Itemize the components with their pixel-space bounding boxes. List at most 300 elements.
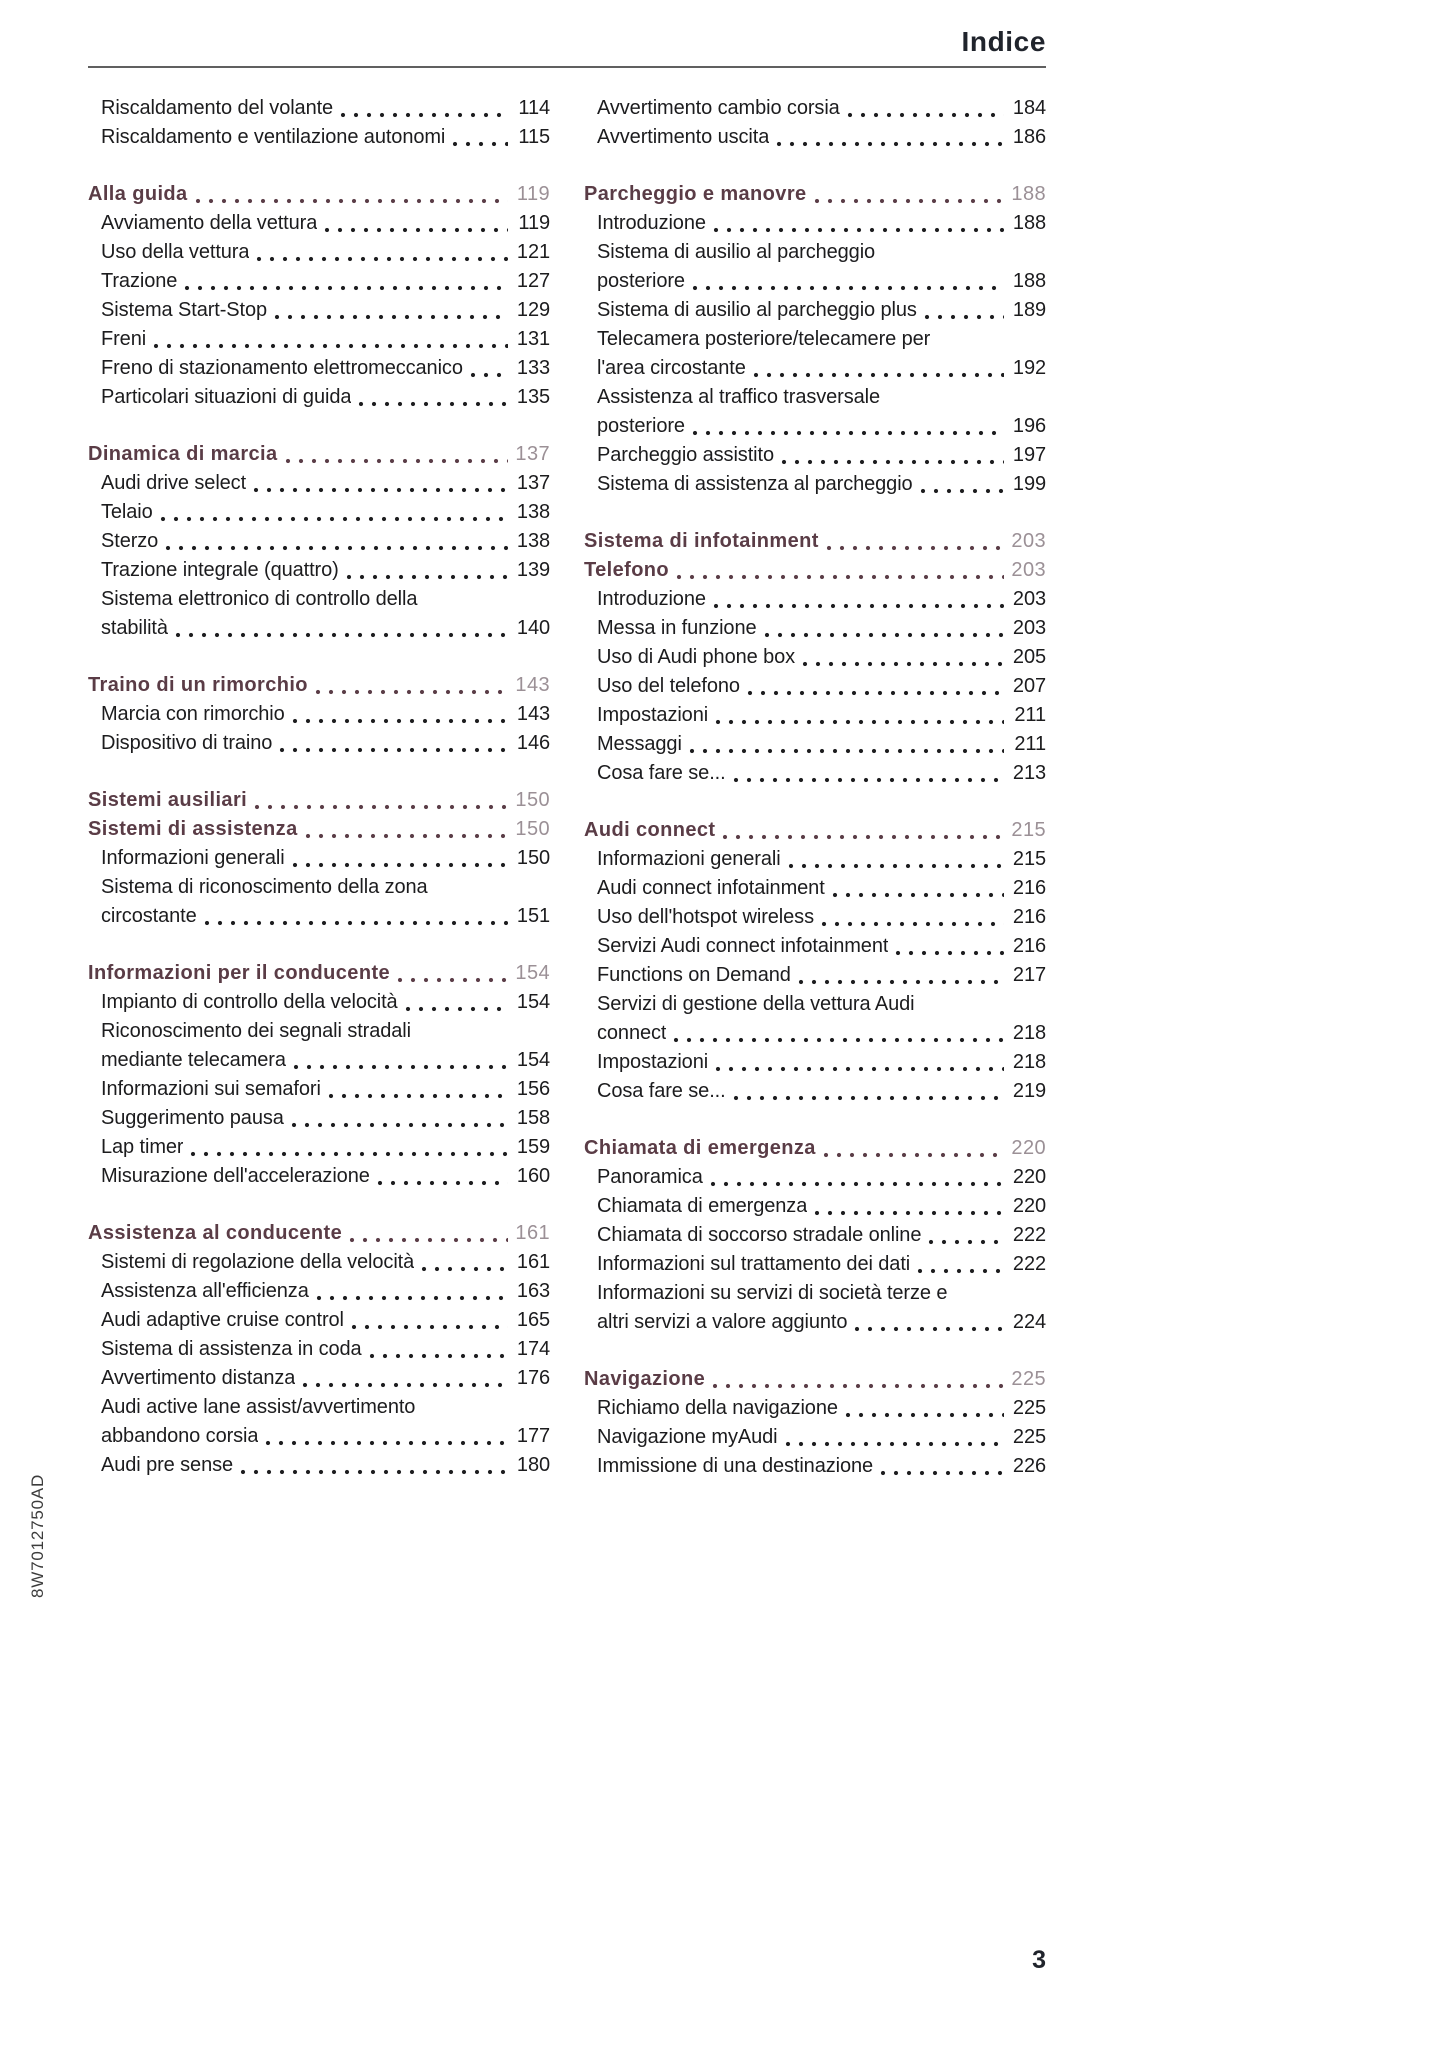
toc-line: [597, 932, 1046, 961]
toc-page-number: 216: [1012, 877, 1046, 899]
toc-entry: [584, 643, 1046, 672]
toc-line: [101, 1422, 550, 1451]
toc-entry: [584, 238, 1046, 296]
toc-entry: [584, 1394, 1046, 1423]
toc-page-number: 143: [515, 674, 550, 696]
toc-entry: [88, 1017, 550, 1075]
toc-line: [597, 701, 1046, 730]
dot-leader: [713, 585, 1004, 614]
toc-entry-text: Sistema di infotainment: [584, 530, 819, 552]
toc-heading: [584, 556, 1046, 585]
dot-leader: [928, 1221, 1004, 1250]
section-gap: [88, 758, 550, 786]
toc-page-number: 140: [516, 617, 550, 639]
dot-leader: [712, 1365, 1004, 1394]
toc-entry-text: Telefono: [584, 559, 670, 581]
dot-leader: [823, 1134, 1004, 1163]
toc-entry-text: Servizi Audi connect infotainment: [597, 935, 889, 957]
toc-entry-text: Assistenza all'efficienza: [101, 1280, 309, 1302]
section-gap: [584, 1106, 1046, 1134]
toc-page-number: 203: [1011, 559, 1046, 581]
toc-line: [597, 354, 1046, 383]
toc-entry: [584, 296, 1046, 325]
section-gap: [88, 643, 550, 671]
toc-entry-text: Sistemi ausiliari: [88, 789, 248, 811]
toc-page-number: 119: [516, 183, 550, 205]
toc-entry-text: Avvertimento distanza: [101, 1367, 296, 1389]
toc-entry: [584, 1048, 1046, 1077]
toc-line: [101, 1277, 550, 1306]
toc-line: [597, 1019, 1046, 1048]
toc-page-number: 218: [1012, 1022, 1046, 1044]
toc-line: [597, 845, 1046, 874]
toc-page-number: 220: [1012, 1195, 1046, 1217]
section-gap: [88, 1191, 550, 1219]
dot-leader: [715, 1048, 1004, 1077]
toc-entry-text: Navigazione myAudi: [597, 1426, 778, 1448]
toc-entry-text: Introduzione: [597, 588, 706, 610]
dot-leader: [776, 123, 1004, 152]
dot-leader: [452, 123, 508, 152]
toc-entry-text: Dinamica di marcia: [88, 443, 278, 465]
toc-entry: [584, 614, 1046, 643]
toc-entry: [88, 1335, 550, 1364]
dot-leader: [689, 730, 1004, 759]
toc-entry: [584, 325, 1046, 383]
toc-entry-text: l'area circostante: [597, 357, 746, 379]
toc-line: [101, 1104, 550, 1133]
dot-leader: [733, 1077, 1004, 1106]
toc-entry: [88, 988, 550, 1017]
toc-entry: [88, 94, 550, 123]
toc-entry: [584, 585, 1046, 614]
spine-print-code: 8W7012750AD: [28, 1473, 47, 1598]
toc-line: [597, 643, 1046, 672]
dot-leader: [153, 325, 508, 354]
toc-line: [584, 180, 1046, 209]
toc-page-number: 192: [1012, 357, 1046, 379]
toc-page-number: 225: [1012, 1426, 1046, 1448]
toc-entry: [88, 354, 550, 383]
section-gap: [584, 1337, 1046, 1365]
toc-line: [101, 383, 550, 412]
toc-page-number: 225: [1012, 1397, 1046, 1419]
toc-heading: [88, 959, 550, 988]
toc-entry-text: Riscaldamento e ventilazione autonomi: [101, 126, 446, 148]
dot-leader: [324, 209, 508, 238]
toc-entry-text: Navigazione: [584, 1368, 706, 1390]
toc-entry-text: Sistema di riconoscimento della zona: [101, 876, 428, 898]
dot-leader: [397, 959, 508, 988]
toc-page-number: 119: [518, 212, 550, 234]
toc-line: [101, 1046, 550, 1075]
dot-leader: [798, 961, 1004, 990]
toc-page-number: 137: [515, 443, 550, 465]
toc-line: [597, 1452, 1046, 1481]
toc-line: [101, 209, 550, 238]
toc-heading: [88, 815, 550, 844]
toc-line: [101, 1364, 550, 1393]
toc-entry: [88, 729, 550, 758]
toc-entry: [584, 1077, 1046, 1106]
toc-entry-text: Sistemi di assistenza: [88, 818, 298, 840]
toc-entry-text: Messaggi: [597, 733, 682, 755]
dot-leader: [747, 672, 1004, 701]
toc-line: [101, 1162, 550, 1191]
toc-page-number: 189: [1012, 299, 1046, 321]
dot-leader: [788, 845, 1004, 874]
toc-page-number: 158: [516, 1107, 550, 1129]
toc-columns: [88, 94, 1046, 1481]
dot-leader: [253, 469, 508, 498]
toc-page-number: 216: [1012, 906, 1046, 928]
toc-entry-text: Chiamata di soccorso stradale online: [597, 1224, 922, 1246]
toc-entry-text: Richiamo della navigazione: [597, 1397, 838, 1419]
toc-entry: [88, 123, 550, 152]
toc-page-number: 161: [515, 1222, 550, 1244]
toc-column-left: [88, 94, 550, 1481]
toc-entry: [584, 1192, 1046, 1221]
toc-page-number: 137: [516, 472, 550, 494]
section-gap: [88, 931, 550, 959]
toc-page-number: 154: [516, 1049, 550, 1071]
toc-page-number: 146: [516, 732, 550, 754]
toc-page-number: 159: [516, 1136, 550, 1158]
toc-entry-text: Sistema Start-Stop: [101, 299, 268, 321]
toc-entry-text: Sistema di ausilio al parcheggio: [597, 241, 876, 263]
toc-entry-text: Uso della vettura: [101, 241, 250, 263]
toc-page-number: 143: [516, 703, 550, 725]
toc-page-number: 154: [515, 962, 550, 984]
toc-entry-text: Suggerimento pausa: [101, 1107, 284, 1129]
toc-entry: [88, 844, 550, 873]
toc-entry-text: Assistenza al conducente: [88, 1222, 343, 1244]
toc-line: [597, 585, 1046, 614]
toc-entry: [584, 730, 1046, 759]
toc-entry-text: Uso del telefono: [597, 675, 740, 697]
dot-leader: [673, 1019, 1004, 1048]
dot-leader: [814, 180, 1004, 209]
dot-leader: [165, 527, 508, 556]
toc-entry: [584, 1423, 1046, 1452]
toc-entry-text: Particolari situazioni di guida: [101, 386, 352, 408]
toc-page-number: 213: [1012, 762, 1046, 784]
toc-entry: [88, 267, 550, 296]
toc-entry: [88, 1393, 550, 1451]
dot-leader: [710, 1163, 1004, 1192]
toc-heading: [584, 1134, 1046, 1163]
toc-page-number: 180: [516, 1454, 550, 1476]
section-gap: [584, 788, 1046, 816]
toc-entry-text: Uso di Audi phone box: [597, 646, 796, 668]
toc-page-number: 129: [516, 299, 550, 321]
dot-leader: [753, 354, 1004, 383]
dot-leader: [692, 267, 1004, 296]
toc-entry-text: mediante telecamera: [101, 1049, 286, 1071]
toc-entry-text: Informazioni generali: [597, 848, 781, 870]
toc-line: [597, 94, 1046, 123]
dot-leader: [880, 1452, 1004, 1481]
toc-entry-text: Avviamento della vettura: [101, 212, 318, 234]
toc-line: [597, 1192, 1046, 1221]
toc-entry: [88, 1451, 550, 1480]
toc-line: [101, 1075, 550, 1104]
toc-page-number: 219: [1012, 1080, 1046, 1102]
toc-page-number: 160: [516, 1165, 550, 1187]
dot-leader: [847, 94, 1004, 123]
toc-page-number: 150: [515, 818, 550, 840]
toc-page-number: 218: [1012, 1051, 1046, 1073]
dot-leader: [802, 643, 1004, 672]
dot-leader: [190, 1133, 508, 1162]
toc-entry-text: posteriore: [597, 270, 685, 292]
dot-leader: [305, 815, 508, 844]
toc-page-number: 196: [1012, 415, 1046, 437]
toc-entry: [88, 296, 550, 325]
toc-line: [597, 441, 1046, 470]
toc-page-number: 211: [1014, 704, 1046, 726]
toc-line: [597, 123, 1046, 152]
dot-leader: [204, 902, 508, 931]
toc-entry-text: Informazioni generali: [101, 847, 285, 869]
page-header-title: Indice: [961, 26, 1046, 57]
toc-line: [597, 730, 1046, 759]
toc-entry: [88, 1075, 550, 1104]
toc-line: [101, 325, 550, 354]
toc-line: [101, 700, 550, 729]
toc-line: [597, 1423, 1046, 1452]
toc-entry: [584, 961, 1046, 990]
toc-line: [597, 1163, 1046, 1192]
toc-page-number: 217: [1012, 964, 1046, 986]
toc-entry: [88, 585, 550, 643]
toc-line: [101, 469, 550, 498]
dot-leader: [292, 844, 508, 873]
toc-page-number: 199: [1012, 473, 1046, 495]
toc-line: [597, 412, 1046, 441]
dot-leader: [713, 209, 1004, 238]
dot-leader: [470, 354, 508, 383]
toc-entry-text: Alla guida: [88, 183, 188, 205]
dot-leader: [316, 1277, 508, 1306]
toc-entry-text: Trazione integrale (quattro): [101, 559, 339, 581]
toc-entry: [88, 1133, 550, 1162]
toc-entry: [88, 873, 550, 931]
toc-page-number: 150: [515, 789, 550, 811]
toc-heading: [88, 180, 550, 209]
toc-line: [597, 1308, 1046, 1337]
toc-entry-text: Audi connect: [584, 819, 716, 841]
toc-page-number: 225: [1011, 1368, 1046, 1390]
toc-entry-text: Impostazioni: [597, 704, 709, 726]
toc-entry-text: Impianto di controllo della velocità: [101, 991, 398, 1013]
toc-page-number: 203: [1011, 530, 1046, 552]
toc-entry-text: Sistema di assistenza al parcheggio: [597, 473, 913, 495]
dot-leader: [256, 238, 508, 267]
toc-page-number: 138: [516, 501, 550, 523]
toc-line: [101, 1306, 550, 1335]
toc-entry: [584, 383, 1046, 441]
toc-line: [584, 1134, 1046, 1163]
toc-entry: [88, 383, 550, 412]
toc-entry-text: Audi adaptive cruise control: [101, 1309, 344, 1331]
toc-entry: [88, 325, 550, 354]
toc-line: [101, 296, 550, 325]
toc-entry: [88, 498, 550, 527]
toc-entry: [584, 441, 1046, 470]
toc-line: [101, 729, 550, 758]
toc-entry-text: Sterzo: [101, 530, 159, 552]
dot-leader: [315, 671, 508, 700]
toc-heading: [88, 671, 550, 700]
dot-leader: [369, 1335, 508, 1364]
toc-entry: [88, 1364, 550, 1393]
dot-leader: [924, 296, 1004, 325]
toc-entry-text: Trazione: [101, 270, 178, 292]
toc-page-number: 226: [1012, 1455, 1046, 1477]
toc-entry-text: Lap timer: [101, 1136, 184, 1158]
toc-line: [101, 902, 550, 931]
section-gap: [88, 152, 550, 180]
toc-page-number: 203: [1012, 588, 1046, 610]
toc-entry-text: Freno di stazionamento elettromeccanico: [101, 357, 463, 379]
dot-leader: [291, 1104, 508, 1133]
toc-heading: [584, 1365, 1046, 1394]
toc-entry: [584, 845, 1046, 874]
toc-line: [101, 354, 550, 383]
dot-leader: [292, 700, 508, 729]
toc-entry: [584, 209, 1046, 238]
toc-page-number: 188: [1012, 270, 1046, 292]
toc-page-number: 222: [1012, 1224, 1046, 1246]
toc-entry: [88, 556, 550, 585]
toc-line: [597, 1221, 1046, 1250]
toc-line: [597, 209, 1046, 238]
toc-line: [101, 1451, 550, 1480]
toc-page-number: 211: [1014, 733, 1046, 755]
toc-entry: [88, 1306, 550, 1335]
toc-entry-text: Sistema di assistenza in coda: [101, 1338, 362, 1360]
toc-page-number: 161: [516, 1251, 550, 1273]
toc-entry-text: Audi drive select: [101, 472, 247, 494]
toc-page-number: 215: [1011, 819, 1046, 841]
toc-page-number: 222: [1012, 1253, 1046, 1275]
toc-entry-text: Sistema di ausilio al parcheggio plus: [597, 299, 917, 321]
toc-page-number: 115: [518, 126, 550, 148]
toc-column-right: [584, 94, 1046, 1481]
toc-entry: [584, 990, 1046, 1048]
toc-entry: [584, 1250, 1046, 1279]
toc-line: [88, 180, 550, 209]
toc-line: [584, 1365, 1046, 1394]
toc-page-number: 207: [1012, 675, 1046, 697]
toc-page-number: 127: [516, 270, 550, 292]
toc-page-number: 114: [518, 97, 550, 119]
dot-leader: [826, 527, 1004, 556]
dot-leader: [785, 1423, 1004, 1452]
toc-entry-text: Informazioni su servizi di società terze e: [597, 1282, 948, 1304]
dot-leader: [265, 1422, 508, 1451]
toc-entry-text: Introduzione: [597, 212, 706, 234]
toc-entry: [584, 94, 1046, 123]
toc-entry-text: Audi active lane assist/avvertimento: [101, 1396, 416, 1418]
toc-page-number: 188: [1011, 183, 1046, 205]
toc-heading: [88, 786, 550, 815]
dot-leader: [254, 786, 508, 815]
toc-line: [597, 267, 1046, 296]
toc-entry-text: Audi connect infotainment: [597, 877, 825, 899]
toc-entry: [88, 1248, 550, 1277]
toc-page-number: 139: [516, 559, 550, 581]
toc-page-number: 197: [1012, 444, 1046, 466]
toc-entry-text: Audi pre sense: [101, 1454, 234, 1476]
dot-leader: [722, 816, 1004, 845]
toc-entry-text: Dispositivo di traino: [101, 732, 273, 754]
toc-entry-text: Telecamera posteriore/telecamere per: [597, 328, 931, 350]
toc-entry-text: Messa in funzione: [597, 617, 757, 639]
toc-entry-text: Informazioni sul trattamento dei dati: [597, 1253, 911, 1275]
dot-leader: [293, 1046, 508, 1075]
toc-entry-text: Sistemi di regolazione della velocità: [101, 1251, 415, 1273]
toc-line: [101, 1248, 550, 1277]
toc-page-number: 220: [1012, 1166, 1046, 1188]
toc-entry: [88, 209, 550, 238]
dot-leader: [814, 1192, 1004, 1221]
toc-page-number: 224: [1012, 1311, 1046, 1333]
toc-entry-text: Immissione di una destinazione: [597, 1455, 874, 1477]
toc-page-number: 186: [1012, 126, 1046, 148]
toc-line: [88, 440, 550, 469]
toc-entry-text: Uso dell'hotspot wireless: [597, 906, 814, 928]
toc-line: [584, 556, 1046, 585]
section-gap: [584, 152, 1046, 180]
dot-leader: [895, 932, 1004, 961]
toc-line: [584, 527, 1046, 556]
toc-line: [88, 671, 550, 700]
toc-entry-text: Chiamata di emergenza: [597, 1195, 808, 1217]
toc-page-number: 121: [516, 241, 550, 263]
toc-entry-text: Telaio: [101, 501, 153, 523]
dot-leader: [781, 441, 1004, 470]
toc-entry-text: Panoramica: [597, 1166, 703, 1188]
toc-entry-text: abbandono corsia: [101, 1425, 259, 1447]
toc-line: [101, 1133, 550, 1162]
dot-leader: [285, 440, 508, 469]
toc-entry-text: Avvertimento uscita: [597, 126, 770, 148]
toc-page-number: 131: [516, 328, 550, 350]
toc-entry-text: posteriore: [597, 415, 685, 437]
dot-leader: [854, 1308, 1004, 1337]
toc-entry-text: Avvertimento cambio corsia: [597, 97, 840, 119]
toc-line: [88, 786, 550, 815]
dot-leader: [821, 903, 1004, 932]
toc-entry: [88, 1104, 550, 1133]
toc-entry-text: Cosa fare se...: [597, 1080, 726, 1102]
toc-entry-text: Riconoscimento dei segnali stradali: [101, 1020, 411, 1042]
page-header: [88, 26, 1046, 58]
toc-line: [597, 1394, 1046, 1423]
toc-page-number: 176: [516, 1367, 550, 1389]
toc-line: [101, 94, 550, 123]
toc-entry-text: Riscaldamento del volante: [101, 97, 334, 119]
dot-leader: [175, 614, 508, 643]
toc-line: [597, 614, 1046, 643]
toc-entry-text: stabilità: [101, 617, 168, 639]
dot-leader: [195, 180, 508, 209]
toc-entry: [584, 932, 1046, 961]
dot-leader: [917, 1250, 1004, 1279]
toc-entry-text: Freni: [101, 328, 147, 350]
